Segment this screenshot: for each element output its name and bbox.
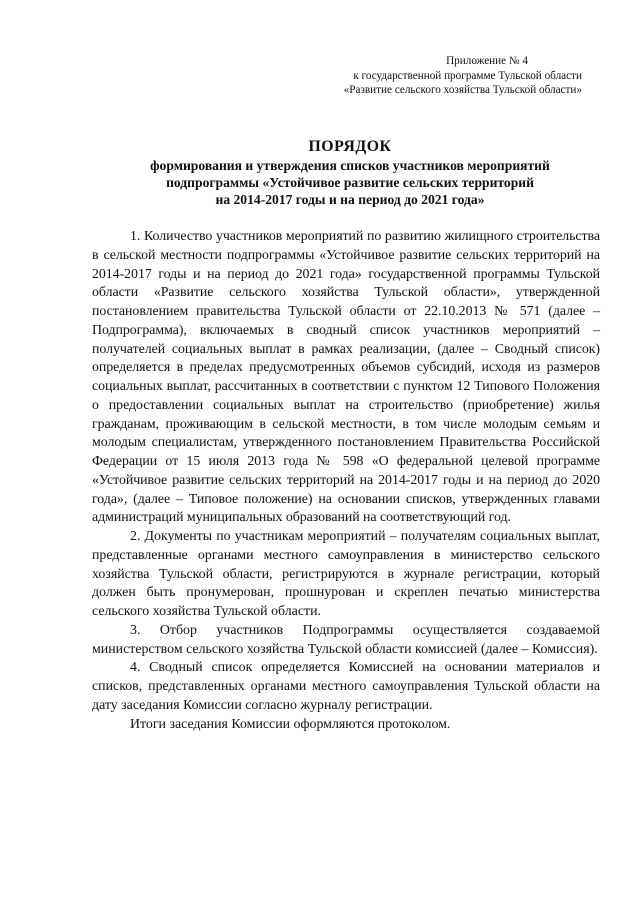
paragraph-2: 2. Документы по участникам мероприятий – получателям социальных выплат, представленные органами местного самоуправления в министерство сельского хозяйства Тульской области, регистрируются в журнале регистрации, который должен быть пронумерован, прошнурован и скреплен печатью министерства сельского хозяйства Тульской области. bbox=[92, 529, 600, 619]
document-heading bbox=[90, 137, 610, 208]
heading-line-1: формирования и утверждения списков участников мероприятий bbox=[150, 158, 550, 173]
paragraph-1: 1. Количество участников мероприятий по развитию жилищного строительства в сельской местности подпрограммы «Устойчивое развитие сельских территорий на 2014-2017 годы и на период до 2021 года» государственной программы Тульской области «Развитие сельского хозяйства Тульской области», утвержденной постановлением правительства Тульской области от 22.10.2013 № 571 (далее – Подпрограмма), включаемых в сводный список участников мероприятий – получателей социальных выплат в рамках реализации, (далее – Сводный список) определяется в пределах предусмотренных объемов субсидий, исходя из размеров социальных выплат, рассчитанных в соответствии с пунктом 12 Типового Положения о предоставлении социальных выплат на строительство (приобретение) жилья гражданам, проживающим в сельской местности, в том числе молодым семьям и молодым специалистам, утвержденного постановлением Правительства Российской Федерации от 15 июля 2013 года № 598 «О федеральной целевой программе «Устойчивое развитие сельских территорий на 2014-2017 годы и на период до 2020 года», (далее – Типовое положение) на основании списков, утвержденных главами администраций муниципальных образований на соответствующий год. bbox=[92, 229, 600, 526]
appendix-program-name: «Развитие сельского хозяйства Тульской области» bbox=[343, 84, 582, 96]
heading-line-3: на 2014-2017 годы и на период до 2021 года» bbox=[215, 192, 485, 207]
paragraph-4: 4. Сводный список определяется Комиссией на основании материалов и списков, представленных органами местного самоуправления Тульской области на дату заседания Комиссии согласно журналу регистрации. bbox=[92, 660, 600, 713]
document-title: ПОРЯДОК bbox=[308, 138, 392, 155]
appendix-program-ref: к государственной программе Тульской области bbox=[353, 69, 582, 82]
paragraph-3: 3. Отбор участников Подпрограммы осуществляется создаваемой министерством сельского хозяйства Тульской области комиссией (далее – Комиссия). bbox=[92, 622, 600, 657]
appendix-header bbox=[282, 54, 582, 98]
heading-line-2: подпрограммы «Устойчивое развитие сельских территорий bbox=[166, 175, 534, 190]
document-body bbox=[92, 228, 600, 734]
paragraph-5: Итоги заседания Комиссии оформляются протоколом. bbox=[130, 716, 451, 732]
appendix-number: Приложение № 4 bbox=[446, 55, 528, 67]
